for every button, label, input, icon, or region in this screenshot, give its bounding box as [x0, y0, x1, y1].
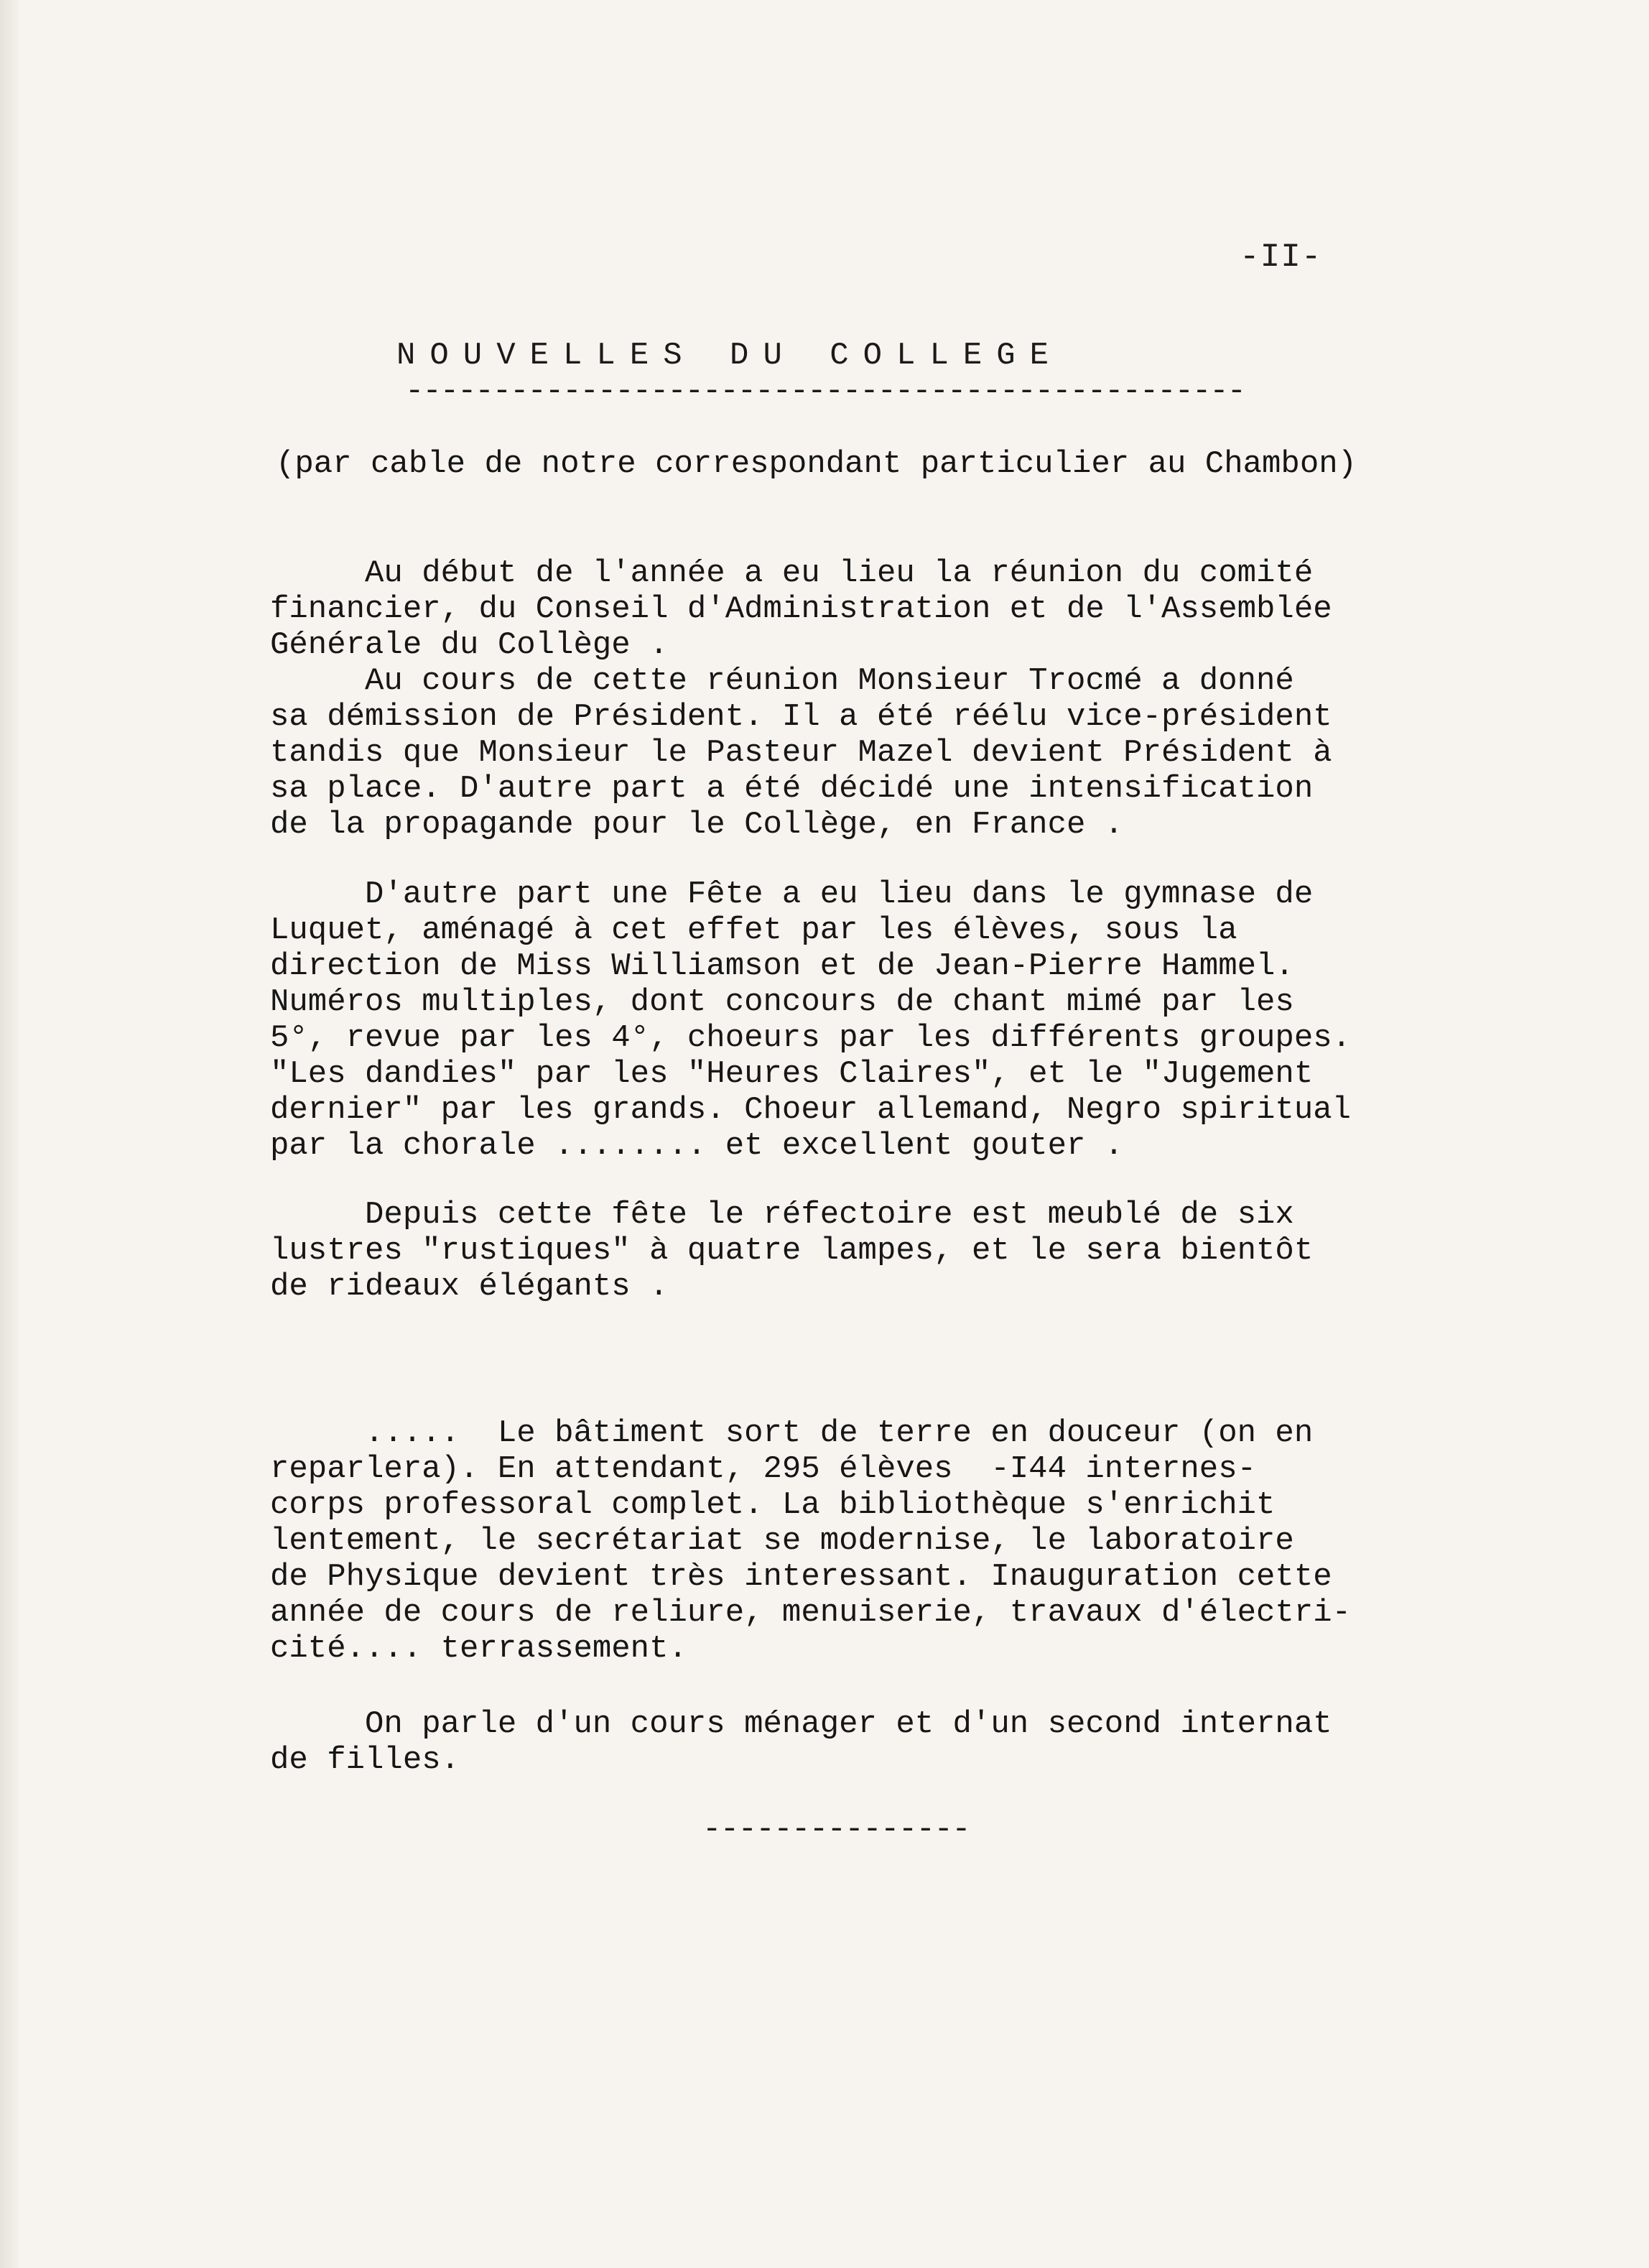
paragraph-fete: D'autre part une Fête a eu lieu dans le gymnase de Luquet, aménagé à cet effet par les élèves, sous la direction de Miss Williamson et de Jean-Pierre Hammel. Numéros multiples, dont concours de chant mimé par les 5°, revue par les 4°, choeurs par les différents groupes. "Les dandies" par les "Heures Claires", et le "Jugement dernier" par les grands. Choeur allemand, Negro spiritual par la chorale ........ et excellent gouter .	[270, 876, 1352, 1164]
article-title: NOUVELLES DU COLLEGE	[396, 338, 1064, 374]
page-edge-shadow	[0, 0, 19, 2268]
paragraph-refectoire: Depuis cette fête le réfectoire est meublé de six lustres "rustiques" à quatre lampes, et le sera bientôt de rideaux élégants .	[270, 1197, 1314, 1305]
paragraph-batiment: ..... Le bâtiment sort de terre en douceur (on en reparlera). En attendant, 295 élèves -I44 internes- corps professoral complet. La bibliothèque s'enrichit lentement, le secrétariat se modernise, le laboratoire de Physique devient très interessant. Inauguration cette année de cours de reliure, menuiserie, travaux d'électri- cité.... terrassement.	[270, 1415, 1352, 1667]
paragraph-cours-menager: On parle d'un cours ménager et d'un second internat de filles.	[270, 1706, 1332, 1778]
title-underline: ------------------------------------------------	[405, 374, 1245, 409]
page-number: -II-	[1240, 239, 1322, 276]
closing-divider: ---------------	[702, 1812, 970, 1848]
article-subtitle: (par cable de notre correspondant particulier au Chambon)	[276, 446, 1357, 482]
paragraph-comite: Au début de l'année a eu lieu la réunion du comité financier, du Conseil d'Administration et de l'Assemblée Générale du Collège . Au cours de cette réunion Monsieur Trocmé a donné sa démission de Président. Il a été réélu vice-président tandis que Monsieur le Pasteur Mazel devient Président à sa place. D'autre part a été décidé une intensification de la propagande pour le Collège, en France .	[270, 555, 1332, 843]
